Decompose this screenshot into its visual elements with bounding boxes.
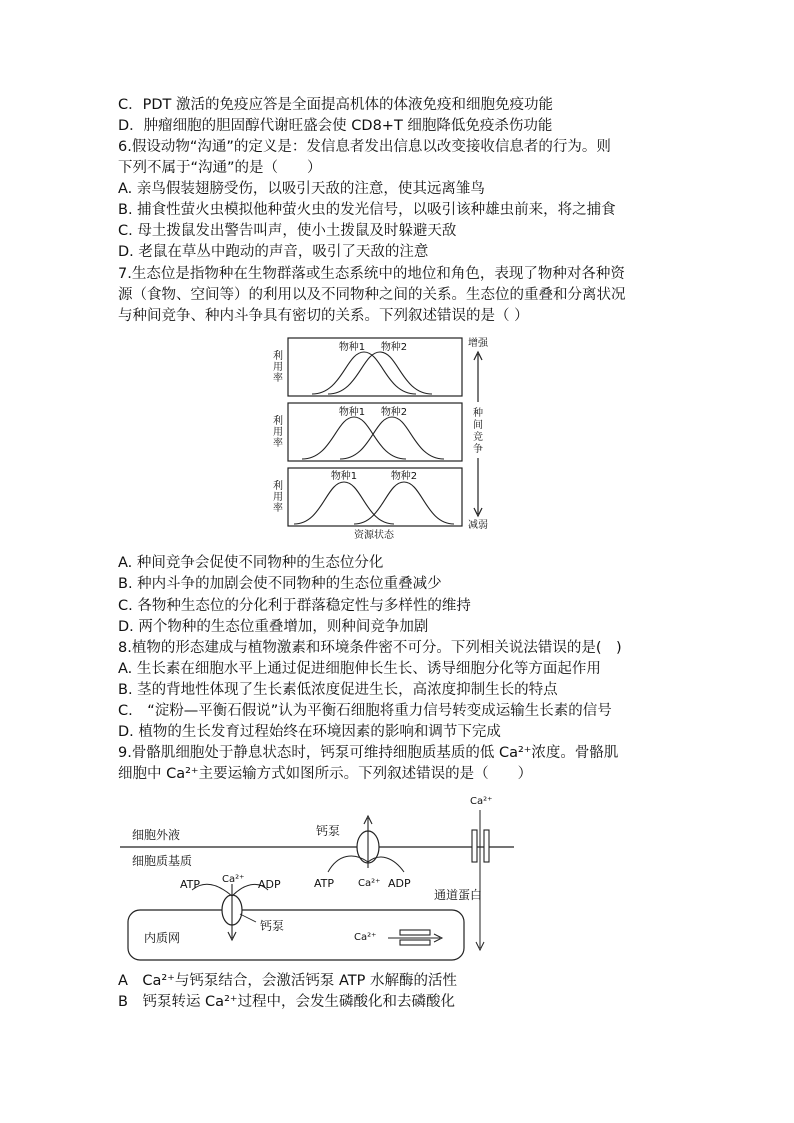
niche-overlap-figure	[268, 336, 500, 541]
panel-2-ylabel-1: 利	[273, 416, 283, 427]
panel-3-ylabel-1: 利	[273, 481, 283, 492]
arrow-mid-label-1: 种	[473, 408, 483, 419]
panel-3-species1-label: 物种1	[330, 471, 358, 482]
resource-state-xlabel: 资源状态	[354, 530, 394, 541]
q6-stem-line1: 6.假设动物“沟通”的定义是：发信息者发出信息以改变接收信息者的行为。则	[118, 139, 611, 155]
q6-stem-line2: 下列不属于“沟通”的是（ ）	[118, 160, 322, 176]
q9-stem-line1: 9.骨骼肌细胞处于静息状态时，钙泵可维持细胞质基质的低 Ca²⁺浓度。骨骼肌	[118, 745, 619, 761]
q8-stem: 8.植物的形态建成与植物激素和环境条件密不可分。下列相关说法错误的是( )	[118, 640, 622, 656]
q7-option-c: C. 各物种生态位的分化利于群落稳定性与多样性的维持	[118, 598, 471, 614]
panel-1-ylabel-2: 用	[273, 362, 283, 373]
er-ca-label: Ca²⁺	[222, 874, 245, 885]
q5-option-d: D．肿瘤细胞的胆固醇代谢旺盛会使 CD8+T 细胞降低免疫杀伤功能	[118, 118, 553, 134]
q8-option-d: D. 植物的生长发育过程始终在环境因素的影响和调节下完成	[118, 724, 501, 740]
q6-option-d: D. 老鼠在草丛中跑动的声音，吸引了天敌的注意	[118, 244, 429, 260]
er-channel-top	[400, 930, 430, 935]
q6-option-c: C. 母土拨鼠发出警告叫声，使小土拨鼠及时躲避天敌	[118, 223, 457, 239]
q9-stem-line2: 细胞中 Ca²⁺主要运输方式如图所示。下列叙述错误的是（ ）	[118, 766, 533, 782]
panel-1-species1-label: 物种1	[338, 342, 366, 353]
panel-2-ylabel-3: 率	[273, 438, 283, 449]
q8-option-b: B. 茎的背地性体现了生长素低浓度促进生长，高浓度抑制生长的特点	[118, 682, 558, 698]
panel-2-curve-species1	[302, 417, 406, 459]
arrow-bottom-label: 减弱	[468, 520, 488, 531]
extracellular-ca-label: Ca²⁺	[470, 796, 493, 807]
er-label: 内质网	[144, 931, 181, 945]
arrow-mid-label-3: 竞	[473, 432, 483, 443]
er-ca-channel-label: Ca²⁺	[354, 932, 377, 943]
er-channel-bottom	[400, 940, 430, 945]
q6-option-a: A. 亲鸟假装翅膀受伤，以吸引天敌的注意，使其远离雏鸟	[118, 181, 485, 197]
arrow-top-label: 增强	[468, 338, 488, 349]
panel-1	[288, 338, 462, 396]
membrane-atp-label: ATP	[314, 877, 335, 890]
panel-3-curve-species2	[354, 482, 454, 524]
q7-option-d: D. 两个物种的生态位重叠增加，则种间竞争加剧	[118, 619, 429, 635]
panel-1-ylabel-1: 利	[273, 351, 283, 362]
panel-1-ylabel-3: 率	[273, 373, 283, 384]
membrane-adp-label: ADP	[388, 877, 411, 890]
er-pump-label: 钙泵	[260, 919, 285, 933]
q8-option-c: C. “淀粉—平衡石假说”认为平衡石细胞将重力信号转变成运输生长素的信号	[118, 703, 612, 719]
q6-option-b: B. 捕食性萤火虫模拟他种萤火虫的发光信号，以吸引该种雄虫前来，将之捕食	[118, 202, 616, 218]
panel-1-curve-species1	[312, 352, 416, 394]
membrane-pump-label: 钙泵	[316, 824, 341, 838]
er-atp-label: ATP	[180, 878, 201, 891]
q9-option-b: B 钙泵转运 Ca²⁺过程中，会发生磷酸化和去磷酸化	[118, 994, 456, 1010]
er-adp-label: ADP	[258, 878, 281, 891]
membrane-ca-label: Ca²⁺	[358, 878, 381, 889]
plasma-channel-right	[484, 830, 489, 862]
panel-2-species2-label: 物种2	[380, 407, 408, 418]
panel-2-ylabel-2: 用	[273, 427, 283, 438]
panel-3-species2-label: 物种2	[390, 471, 418, 482]
q7-stem-line2: 源（食物、空间等）的利用以及不同物种之间的关系。生态位的重叠和分离状况	[118, 287, 626, 303]
panel-1-species2-label: 物种2	[380, 342, 408, 353]
q9-option-a: A Ca²⁺与钙泵结合，会激活钙泵 ATP 水解酶的活性	[118, 973, 458, 989]
panel-3-curve-species1	[294, 482, 394, 524]
q8-option-a: A. 生长素在细胞水平上通过促进细胞伸长生长、诱导细胞分化等方面起作用	[118, 661, 601, 677]
er-atp-curve	[192, 884, 268, 896]
channel-protein-label: 通道蛋白	[434, 888, 483, 902]
panel-1-curve-species2	[328, 352, 432, 394]
q5-option-c: C．PDT 激活的免疫应答是全面提高机体的体液免疫和细胞免疫功能	[118, 97, 553, 113]
q7-stem-line3: 与种间竞争、种内斗争具有密切的关系。下列叙述错误的是（ ）	[118, 308, 529, 324]
cytoplasm-label: 细胞质基质	[132, 854, 193, 868]
panel-2-curve-species2	[340, 417, 444, 459]
calcium-transport-figure	[118, 792, 518, 968]
panel-3-ylabel-2: 用	[273, 492, 283, 503]
q7-option-a: A. 种间竞争会促使不同物种的生态位分化	[118, 555, 384, 571]
panel-2-species1-label: 物种1	[338, 407, 366, 418]
panel-3-ylabel-3: 率	[273, 503, 283, 514]
plasma-channel-left	[472, 830, 477, 862]
panel-3	[288, 468, 462, 526]
q7-stem-line1: 7.生态位是指物种在生物群落或生态系统中的地位和角色，表现了物种对各种资	[118, 266, 625, 282]
extracellular-fluid-label: 细胞外液	[132, 828, 181, 842]
er-pump-leader	[240, 914, 256, 922]
q7-option-b: B. 种内斗争的加剧会使不同物种的生态位重叠减少	[118, 576, 442, 592]
arrow-mid-label-2: 间	[473, 420, 483, 431]
arrow-mid-label-4: 争	[473, 444, 483, 455]
